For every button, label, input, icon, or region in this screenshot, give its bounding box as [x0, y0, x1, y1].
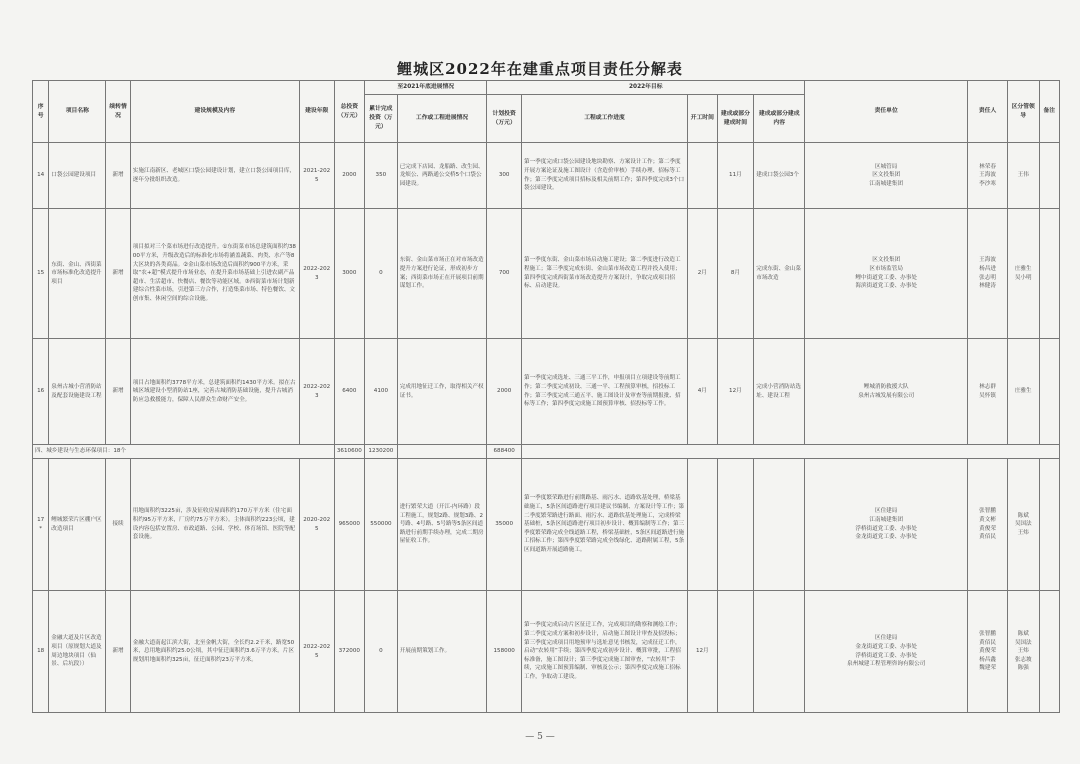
- header-content: 建成或部分建成内容: [754, 95, 805, 143]
- cell-type: 新增: [106, 591, 130, 713]
- cell-finish: 12月: [717, 339, 754, 445]
- cell-done: 0: [365, 209, 398, 339]
- cell-years: 2022-2023: [299, 209, 334, 339]
- cell-target: 第一季度繁荣路进行前期路基、雨污水、道路软基处理，桥梁基础施工，5条区间道路进行项目建议书编制、方案设计等工作；第二季度繁荣路进行路面、雨污水、道路软基处理施工，完成桥梁基础桩，5条区间道路进行项目初步设计、概算编制等工作；第三季度繁荣路完成全线道路工程，桥梁基础桩，5条区间道路进行施工招标工作；第四季度繁荣路完成全线绿化、道路附属工程，5条区间道路开展道路施工。: [521, 459, 687, 591]
- header-person: 责任人: [968, 81, 1008, 143]
- cell-start: 2月: [688, 209, 718, 339]
- cell-done: 350: [365, 143, 398, 209]
- section-plan: 688400: [487, 445, 522, 459]
- header-target: 工程或工作进度: [521, 95, 687, 143]
- cell-note: [1039, 143, 1060, 209]
- cell-finish: [717, 459, 754, 591]
- header-finish: 建成或部分建成时间: [717, 95, 754, 143]
- header-name: 项目名称: [49, 81, 106, 143]
- cell-done: 0: [365, 591, 398, 713]
- cell-start: [688, 143, 718, 209]
- section-done: 1230200: [365, 445, 398, 459]
- cell-note: [1039, 591, 1060, 713]
- cell-content: [754, 459, 805, 591]
- page-number: — 5 —: [525, 732, 555, 742]
- header-type: 续转情况: [106, 81, 130, 143]
- header-note: 备注: [1039, 81, 1060, 143]
- table-row: [33, 459, 1060, 591]
- cell-scale: 用地面积约3225亩，涉及征收房屋面积约170万平方米（住宅面积约95万平方米，厂房约75万平方米）。主体面积约223公顷，建设内容包括安置房、市政道路、公园、学校、体育场馆、医院等配套设施。: [130, 459, 299, 591]
- cell-scale: 项目占地面积约3778平方米，总建筑面积约1430平方米。拟在古城区域建设小型消防站1座，完善古城消防基础设施，提升古城消防应急救援能力，保障人民群众生命财产安全。: [130, 339, 299, 445]
- table-row: [33, 143, 1060, 209]
- header-start: 开工时间: [688, 95, 718, 143]
- cell-unit: 区文投集团 区市场监管局 鲤中街道党工委、办事处 海滨街道党工委、办事处: [805, 209, 968, 339]
- cell-scale: 项目拟对三个菜市场进行改造提升。①东街菜市场总建筑面积约3800平方米，升级改造后的标准化市场将涵盖蔬菜、肉类、水产等8大区块的各类商品。②金山菜市场改造后面积约900平方米，采取“农+超”模式提升市场业态，在提升菜市场基础上引进农副产品超市、生活超市、快餐店、餐饮等功能区域。③西街菜市场计划新建综合性菜市场，引进第三方合作，打造集菜市场、特色餐饮、文创市集、休闲空间的综合设施。: [130, 209, 299, 339]
- header-progress2021: 工作或工程进展情况: [397, 95, 487, 143]
- header-leader: 区分管领导: [1007, 81, 1039, 143]
- section-empty: [397, 445, 487, 459]
- header-total: 总投资（万元）: [334, 81, 365, 143]
- cell-done: 550000: [365, 459, 398, 591]
- cell-done: 4100: [365, 339, 398, 445]
- cell-content: 完成小营消防站选址、建设工程: [754, 339, 805, 445]
- cell-progress: 东街、金山菜市场正在对市场改造提升方案进行论证，形成初步方案；西街菜市场正在开展项目前期谋划工作。: [397, 209, 487, 339]
- header-seq: 序号: [33, 81, 49, 143]
- cell-name: 泉州古城小营消防站及配套设施建设工程: [49, 339, 106, 445]
- header-years: 建设年限: [299, 81, 334, 143]
- cell-type: 新增: [106, 209, 130, 339]
- cell-total: 965000: [334, 459, 365, 591]
- cell-type: 新增: [106, 339, 130, 445]
- section-row: [33, 445, 1060, 459]
- header-scale: 建设规模及内容: [130, 81, 299, 143]
- cell-finish: 8月: [717, 209, 754, 339]
- cell-name: 金融大道及片区改造项目（原规划大道及周边地块项目（仙景、后坑段））: [49, 591, 106, 713]
- cell-total: 6400: [334, 339, 365, 445]
- cell-unit: 鲤城消防救援大队 泉州古城发展有限公司: [805, 339, 968, 445]
- cell-person: 林志群 吴怀镇: [968, 339, 1008, 445]
- cell-person: 张智鹏 黄佰民 黄俊荣 杨昌鑫 魏建荣: [968, 591, 1008, 713]
- header-group-2022: 2022年目标: [487, 81, 805, 95]
- cell-content: [754, 591, 805, 713]
- cell-years: 2020-2025: [299, 459, 334, 591]
- cell-plan: 300: [487, 143, 522, 209]
- cell-years: 2021-2025: [299, 143, 334, 209]
- cell-type: 接续: [106, 459, 130, 591]
- cell-progress: 进行繁荣大道（开江-内环路）段工程施工，规划2路、规划3路、2号路、4号路、5号路等5条区间道路进行前期手续办理，完成二期房屋征收工作。: [397, 459, 487, 591]
- cell-name: 口袋公园建设项目: [49, 143, 106, 209]
- cell-target: 第一季度完成选址、三通三平工作，申报项目立项建设等前期工作；第二季度完成初设、三通一平、工程预算审核，招投标工作；第三季度完成三通五平、施工图设计及审查等前期报批、招标等工作；第四季度完成施工图预算审核、招投标等工作。: [521, 339, 687, 445]
- cell-total: 372000: [334, 591, 365, 713]
- cell-progress: 已完成下店园、龙船路、改生园、龙烦公、两路通公交桥5个口袋公园建设。: [397, 143, 487, 209]
- cell-total: 3000: [334, 209, 365, 339]
- cell-leader: 陈斌 吴国法 王炜: [1007, 459, 1039, 591]
- cell-note: [1039, 459, 1060, 591]
- header-unit: 责任单位: [805, 81, 968, 143]
- cell-type: 新增: [106, 143, 130, 209]
- cell-person: 林荣春 王海波 李沙寒: [968, 143, 1008, 209]
- header-done: 累计完成投资（万元）: [365, 95, 398, 143]
- cell-seq: 16: [33, 339, 49, 445]
- cell-content: 完成东街、金山菜市场改造: [754, 209, 805, 339]
- header-row-1: [33, 81, 1060, 95]
- section-total: 3610600: [334, 445, 365, 459]
- cell-name: 鲤城繁荣片区棚户区改造项目: [49, 459, 106, 591]
- cell-leader: 陈斌 吴国法 王炜 张志坡 陈强: [1007, 591, 1039, 713]
- cell-target: 第一季度完成启动片区征迁工作，完成项目的勘察和测绘工作；第二季度完成方案和初步设计，启动施工图设计审查及招投标；第三季度完成项目用地预审与选址意见书核发，完成征迁工作，启动“农转用”手续；第四季度完成初步设计、概算审批，工程招标准备，施工图设计；第三季度完成施工图审查，“农转用”手续，完成施工图预算编制、审核及公示；第四季度完成施工招标工作，争取动工建设。: [521, 591, 687, 713]
- cell-plan: 700: [487, 209, 522, 339]
- cell-person: 张智鹏 黄文彬 黄俊荣 黄佰民: [968, 459, 1008, 591]
- cell-seq: 15: [33, 209, 49, 339]
- cell-unit: 区住建局 江南城建集团 浮桥街道党工委、办事处 金龙街道党工委、办事处: [805, 459, 968, 591]
- cell-name: 东街、金山、西街菜市场标准化改造提升项目: [49, 209, 106, 339]
- cell-target: 第一季度东街、金山菜市场启动施工建设；第二季度进行改造工程施工；第三季度完成东街、金山菜市场改造工程并投入使用；第四季度完成西街菜市场改造提升方案设计，争取完成项目招标、启动建设。: [521, 209, 687, 339]
- cell-content: 建成口袋公园3个: [754, 143, 805, 209]
- cell-start: 4月: [688, 339, 718, 445]
- section-label: 四、城乡建设与生态环保项目：18个: [33, 445, 335, 459]
- table-row: [33, 209, 1060, 339]
- cell-seq: 14: [33, 143, 49, 209]
- cell-plan: 35000: [487, 459, 522, 591]
- cell-person: 王海波 杨昌进 张志明 林健涛: [968, 209, 1008, 339]
- cell-plan: 2000: [487, 339, 522, 445]
- cell-finish: 11月: [717, 143, 754, 209]
- project-table: [32, 80, 1060, 713]
- cell-start: 12月: [688, 591, 718, 713]
- cell-unit: 区住建局 金龙街道党工委、办事处 浮桥街道党工委、办事处 泉州城建工程管理咨询有限公司: [805, 591, 968, 713]
- cell-years: 2022-2023: [299, 339, 334, 445]
- cell-total: 2000: [334, 143, 365, 209]
- cell-plan: 158000: [487, 591, 522, 713]
- cell-unit: 区城管局 区文投集团 江南城建集团: [805, 143, 968, 209]
- cell-start: [688, 459, 718, 591]
- section-empty: [521, 445, 1059, 459]
- header-group-2021: 至2021年底进展情况: [365, 81, 487, 95]
- cell-seq: 17 *: [33, 459, 49, 591]
- cell-leader: 王伟: [1007, 143, 1039, 209]
- cell-seq: 18: [33, 591, 49, 713]
- cell-target: 第一季度完成口袋公园建设地块勘察、方案设计工作；第二季度开展方案论证及施工图设计（含造价审核）手续办理、招标等工作；第三季度完成项目招标及相关前期工作；第四季度完成3个口袋公园建设。: [521, 143, 687, 209]
- cell-progress: 完成用地征迁工作，取得相关产权证书。: [397, 339, 487, 445]
- cell-leader: 庄雅生: [1007, 339, 1039, 445]
- document-title: 鲤城区2022年在建重点项目责任分解表: [397, 60, 683, 78]
- table-row: [33, 339, 1060, 445]
- cell-note: [1039, 209, 1060, 339]
- cell-scale: 金融大道南起江滨大街，北至金帆大街，全长约2.2千米，路宽50米，总用地面积约25.0公顷，其中征迁面积约3.6万平方米。片区规划用地面积约325亩，征迁面积约23万平方米。: [130, 591, 299, 713]
- cell-finish: [717, 591, 754, 713]
- header-plan: 计划投资（万元）: [487, 95, 522, 143]
- cell-scale: 实施江南新区、老城区口袋公园建设计划，建立口袋公园项目库，逐年分批组织改造。: [130, 143, 299, 209]
- cell-leader: 庄雅生 吴小明: [1007, 209, 1039, 339]
- table-row: [33, 591, 1060, 713]
- cell-progress: 开展前期策划工作。: [397, 591, 487, 713]
- cell-years: 2022-2025: [299, 591, 334, 713]
- cell-note: [1039, 339, 1060, 445]
